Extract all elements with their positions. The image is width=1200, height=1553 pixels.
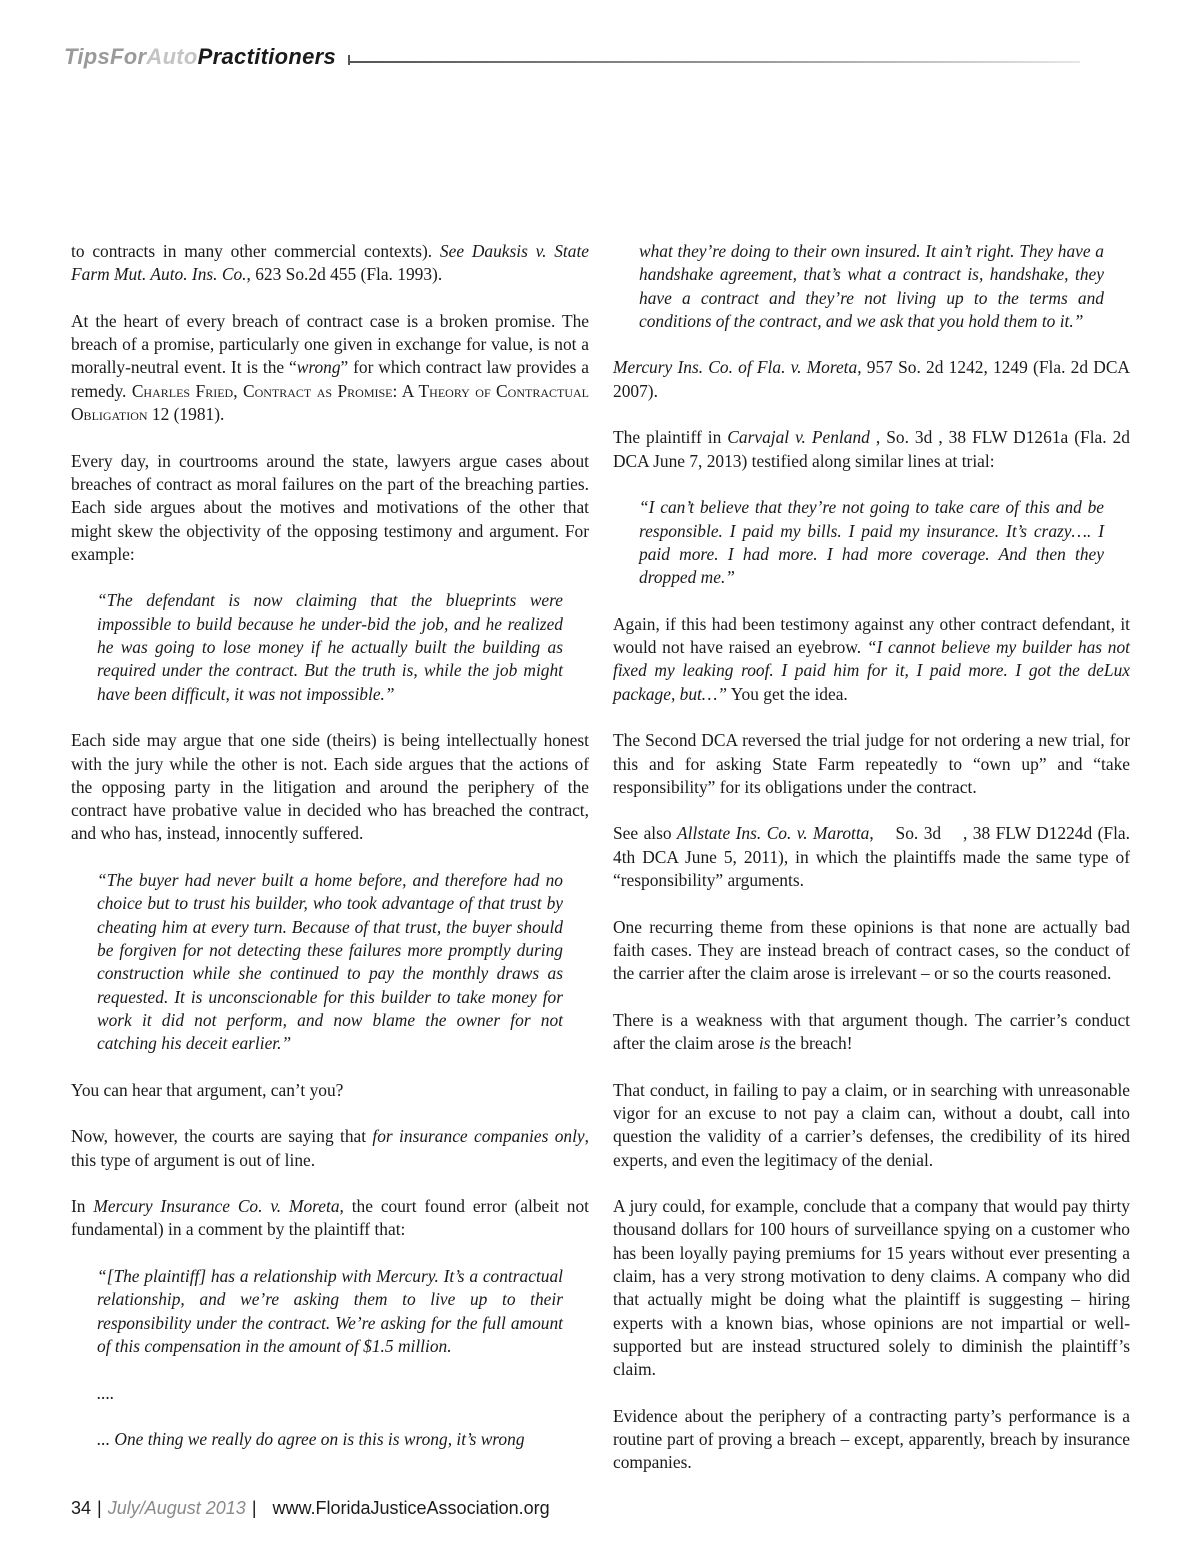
paragraph: See also Allstate Ins. Co. v. Marotta, So. 3d , 38 FLW D1224d (Fla. 4th DCA June 5, 2011), in which the plaintiffs made the same type of “responsibility” arguments. — [613, 823, 1135, 891]
case-citation: Carvajal v. Penland — [727, 427, 870, 448]
right-column — [613, 240, 1135, 1475]
issue-date: July/August 2013 — [107, 1498, 246, 1518]
header-rule-tick — [348, 55, 350, 65]
block-quote: “I can’t believe that they’re not going to take care of this and be responsible. I paid my bills. I paid my insurance. It’s crazy…. I paid more. I had more. I had more coverage. And then they dropped me.” — [639, 497, 1104, 588]
case-citation: Mercury Insurance Co. v. Moreta — [93, 1196, 340, 1217]
case-citation: Allstate Ins. Co. v. Marotta — [677, 823, 870, 844]
block-quote: “The defendant is now claiming that the blueprints were impossible to build because he under-bid the job, and he realized he was going to lose money if he actually built the building as required under the contract. But the truth is, while the job might have been difficult, it was not impossible.” — [97, 590, 563, 704]
book-citation: Charles Fried, Contract as Promise: A Theory of Contractual Obligation 12 (1981). — [71, 380, 589, 425]
block-quote: “The buyer had never built a home before, and therefore had no choice but to trust his builder, who took advantage of that trust by cheating him at every turn. Because of that trust, the buyer should be forgiven for not detecting these failures more promptly during construction while she continued to pay the monthly draws as requested. It is unconscionable for this builder to take money for work it did not perform, and now blame the owner for not catching his deceit earlier.” — [97, 870, 563, 1054]
paragraph: Again, if this had been testimony against any other contract defendant, it would not have raised an eyebrow. “I cannot believe my builder has not fixed my leaking roof. I paid him for it, I paid more. I got the deLux package, but…” You get the idea. — [613, 613, 1130, 704]
title-part-tips: Tips — [64, 44, 111, 69]
paragraph: There is a weakness with that argument though. The carrier’s conduct after the claim arose is the breach! — [613, 1009, 1130, 1054]
title-part-for: For — [110, 44, 147, 69]
case-citation: Mercury Ins. Co. of Fla. v. Moreta — [613, 357, 858, 378]
block-quote: ... One thing we really do agree on is this is wrong, it’s wrong — [97, 1429, 525, 1450]
left-column — [71, 240, 589, 1451]
website-link[interactable]: www.FloridaJusticeAssociation.org — [272, 1498, 550, 1518]
header-rule — [350, 61, 1080, 63]
block-quote: what they’re doing to their own insured. It ain’t right. They have a handshake agreement, that’s what a contract is, handshake, they have a contract and they’re not living up to the terms and conditions of the contract, and we ask that you hold them to it.” — [639, 241, 1104, 331]
paragraph: Evidence about the periphery of a contracting party’s performance is a routine part of proving a breach – except, apparently, breach by insurance companies. — [613, 1405, 1130, 1473]
paragraph: Mercury Ins. Co. of Fla. v. Moreta, 957 So. 2d 1242, 1249 (Fla. 2d DCA 2007). — [613, 357, 1130, 401]
paragraph: to contracts in many other commercial contexts). See Dauksis v. State Farm Mut. Auto. Ins. Co., 623 So.2d 455 (Fla. 1993). — [71, 241, 589, 285]
title-part-auto: Auto — [146, 44, 198, 69]
block-quote-ellipsis: .... — [97, 1382, 115, 1403]
footer-separator: | — [97, 1498, 102, 1518]
title-part-practitioners: Practitioners — [197, 44, 337, 69]
paragraph: Every day, in courtrooms around the state, lawyers argue cases about breaches of contract as moral failures on the part of the breaching parties. Each side argues about the motives and motivations of the other that might skew the objectivity of the opposing testimony and argument. For example: — [71, 450, 589, 564]
block-quote: “[The plaintiff] has a relationship with Mercury. It’s a contractual relationship, and we’re asking them to live up to their responsibility under the contract. We’re asking for the full amount of this compensation in the amount of $1.5 million. — [97, 1266, 563, 1356]
paragraph: A jury could, for example, conclude that a company that would pay thirty thousand dollars for 100 hours of surveillance spying on a customer who has been loyally paying premiums for 15 years without ever presenting a claim, has a very strong motivation to deny claims. A company who did that actually might be doing what the plaintiff is suggesting – hiring experts with a known bias, whose opinions are not impartial or well-supported but are instead structured solely to diminish the plaintiff’s claim. — [613, 1196, 1130, 1380]
page-footer — [71, 1498, 550, 1519]
running-header — [64, 44, 1104, 74]
paragraph: In Mercury Insurance Co. v. Moreta, the court found error (albeit not fundamental) in a comment by the plaintiff that: — [71, 1196, 589, 1240]
section-title — [64, 44, 336, 70]
paragraph: At the heart of every breach of contract case is a broken promise. The breach of a promise, particularly one given in exchange for value, is not a morally-neutral event. It is the “wrong” for which contract law provides a remedy. Charles Fried, Contract as Promise: A Theory of Contractual Obligation 12 (1981). — [71, 310, 589, 425]
paragraph: One recurring theme from these opinions is that none are actually bad faith cases. They are instead breach of contract cases, so the conduct of the carrier after the claim arose is irrelevant – or so the courts reasoned. — [613, 916, 1130, 984]
paragraph: Now, however, the courts are saying that for insurance companies only, this type of argument is out of line. — [71, 1126, 589, 1170]
page-number: 34 — [71, 1498, 92, 1518]
paragraph: The Second DCA reversed the trial judge for not ordering a new trial, for this and for asking State Farm repeatedly to “own up” and “take responsibility” for its obligations under the contract. — [613, 730, 1130, 797]
paragraph: The plaintiff in Carvajal v. Penland , So. 3d , 38 FLW D1261a (Fla. 2d DCA June 7, 2013) testified along similar lines at trial: — [613, 427, 1130, 471]
case-citation: See Dauksis v. State Farm Mut. Auto. Ins. Co. — [71, 241, 589, 285]
paragraph: You can hear that argument, can’t you? — [71, 1079, 344, 1100]
paragraph: Each side may argue that one side (theirs) is being intellectually honest with the jury while the other is not. Each side argues that the actions of the opposing party in the litigation and around the periphery of the contract have probative value in decided who has breached the contract, and who has, instead, innocently suffered. — [71, 730, 589, 844]
paragraph: That conduct, in failing to pay a claim, or in searching with unreasonable vigor for an excuse to not pay a claim can, without a doubt, call into question the validity of a carrier’s defenses, the credibility of its hired experts, and even the legitimacy of the denial. — [613, 1079, 1130, 1170]
footer-separator: | — [251, 1498, 257, 1518]
